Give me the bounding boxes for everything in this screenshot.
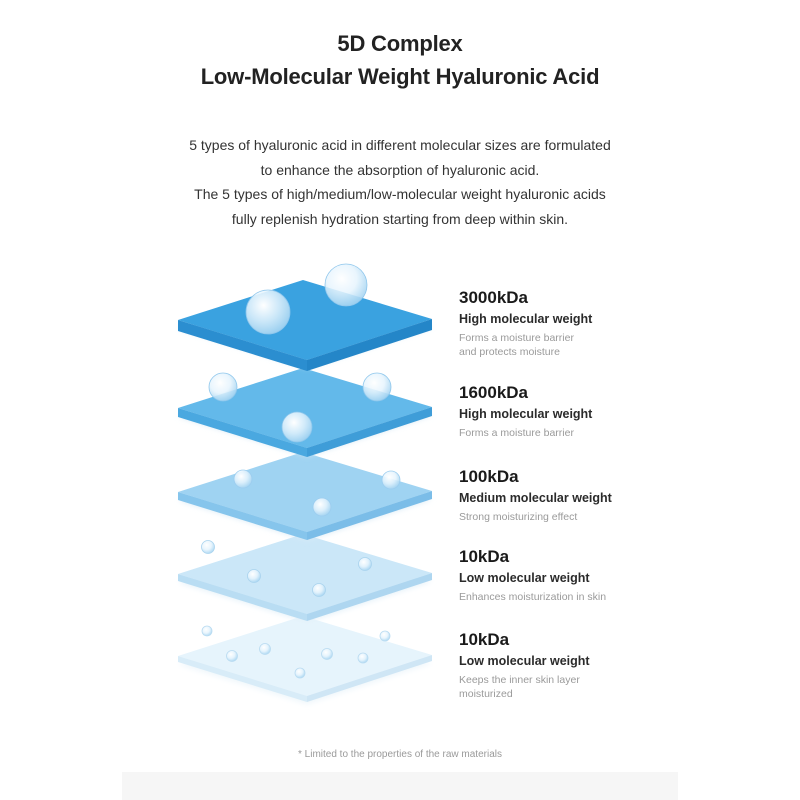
bubble-icon (382, 471, 400, 489)
layer-3-kda: 100kDa (459, 467, 519, 486)
bubble-icon (248, 570, 261, 583)
bubble-icon (322, 649, 333, 660)
intro-line: 5 types of hyaluronic acid in different molecular sizes are formulated (189, 137, 611, 153)
layer-4-plate (178, 534, 432, 614)
bubble-icon (363, 373, 391, 401)
layer-1-desc-line: and protects moisture (459, 346, 560, 358)
layer-1 (178, 264, 432, 371)
bubble-icon (246, 290, 290, 334)
layer-3 (178, 452, 432, 540)
layer-5-info (459, 630, 699, 701)
layer-2 (178, 368, 432, 457)
bubble-icon (202, 541, 215, 554)
layer-3-desc-line: Strong moisturizing effect (459, 511, 578, 523)
layer-1-desc-line: Forms a moisture barrier (459, 332, 574, 344)
bubble-icon (209, 373, 237, 401)
layer-1-info (459, 288, 699, 359)
bubble-icon (313, 584, 326, 597)
layer-4-info (459, 547, 699, 604)
footnote: * Limited to the properties of the raw materials (298, 749, 502, 760)
layer-5 (178, 616, 432, 704)
layer-2-kda: 1600kDa (459, 383, 529, 402)
layer-5-desc-line: Keeps the inner skin layer (459, 674, 580, 686)
layer-2-weight: High molecular weight (459, 407, 593, 421)
layer-3-desc (459, 510, 699, 524)
bubble-icon (325, 264, 367, 306)
layer-1-weight: High molecular weight (459, 312, 593, 326)
layer-2-info (459, 383, 699, 440)
bottom-band (122, 772, 678, 800)
bubble-icon (282, 412, 312, 442)
layer-5-desc (459, 673, 699, 701)
layer-3-plate (178, 452, 432, 532)
layer-1-kda: 3000kDa (459, 288, 529, 307)
layer-2-desc (459, 426, 699, 440)
title-line-2: Low-Molecular Weight Hyaluronic Acid (200, 64, 600, 89)
title-line-1: 5D Complex (337, 31, 463, 56)
layer-1-plate (178, 280, 432, 360)
bubble-icon (227, 651, 238, 662)
bubble-icon (295, 668, 305, 678)
bubble-icon (359, 558, 372, 571)
layer-1-desc (459, 331, 699, 359)
bubble-icon (380, 631, 390, 641)
layer-4-desc-line: Enhances moisturization in skin (459, 591, 607, 603)
layer-4-weight: Low molecular weight (459, 571, 590, 585)
bubble-icon (234, 470, 252, 488)
layer-5-kda: 10kDa (459, 630, 510, 649)
layer-5-plate (178, 616, 432, 696)
bubble-icon (313, 498, 331, 516)
intro-line: The 5 types of high/medium/low-molecular weight hyaluronic acids (194, 186, 606, 202)
layer-4-desc (459, 590, 699, 604)
intro-line: fully replenish hydration starting from deep within skin. (231, 210, 569, 227)
layer-4-kda: 10kDa (459, 547, 510, 566)
layer-5-desc-line: moisturized (459, 688, 513, 700)
bubble-icon (358, 653, 368, 663)
layer-3-weight: Medium molecular weight (459, 491, 612, 505)
bubble-icon (260, 644, 271, 655)
layer-3-info (459, 467, 699, 524)
intro-line: to enhance the absorption of hyaluronic acid. (260, 161, 540, 178)
bubble-icon (202, 626, 212, 636)
layer-4 (178, 534, 432, 622)
layer-2-desc-line: Forms a moisture barrier (459, 427, 574, 439)
layer-5-weight: Low molecular weight (459, 654, 590, 668)
